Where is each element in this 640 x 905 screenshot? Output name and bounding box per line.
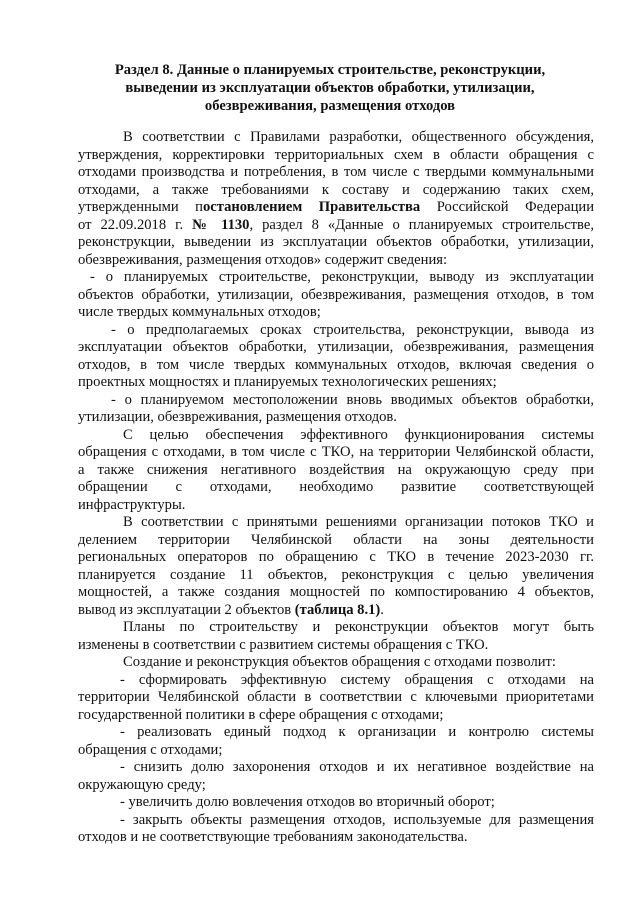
text-line <box>78 602 594 620</box>
text-line: отходов и не соответствующие требованиям законодательства. <box>78 829 468 845</box>
text-line: Создание и реконструкция объектов обращения с отходами позволит: <box>123 654 556 670</box>
text-line: - реализовать единый подход к организации и контролю системы <box>120 724 594 740</box>
text-run: вывод из эксплуатации 2 объектов <box>78 601 295 618</box>
text-line: обращения с отходами, в том числе с ТКО, на территории Челябинской области, <box>78 444 594 460</box>
text-run: Российской Федерации <box>420 199 594 215</box>
list-item <box>78 672 594 725</box>
text-line: - о предполагаемых сроках строительства, реконструкции, вывода из <box>111 321 594 338</box>
text-line: - снизить долю захоронения отходов и их негативное воздействие на <box>120 759 594 775</box>
section-title-line: обезвреживания, размещения отходов <box>204 98 456 114</box>
section-title-line: Раздел 8. Данные о планируемых строительстве, реконструкции, <box>114 62 546 78</box>
text-line: - о планируемом местоположении вновь вводимых объектов обработки, <box>111 391 594 408</box>
text-line: региональных операторов по обращению с ТКО в течение 2023-2030 гг. <box>78 549 594 565</box>
section-title-line: выведении из эксплуатации объектов обработки, утилизации, <box>125 80 535 96</box>
text-line: утилизации, обезвреживания, размещения отходов. <box>78 409 397 425</box>
paragraph <box>78 619 594 654</box>
list-item <box>78 724 594 759</box>
text-line: проектных мощностях и планируемых технологических решениях; <box>78 374 497 390</box>
text-line: отходов, в том числе твердых коммунальных отходов, включая сведения о <box>78 356 594 373</box>
text-line: обращении с отходами, необходимо развитие соответствующей <box>78 479 594 495</box>
text-line: Планы по строительству и реконструкции объектов могут быть <box>123 619 594 635</box>
section-body <box>78 129 594 847</box>
text-run: , раздел 8 «Данные о планируемых строительстве, <box>249 216 594 233</box>
text-line <box>78 217 594 235</box>
text-line: обращения с отходами; <box>78 741 223 758</box>
text-line: эксплуатации объектов обработки, утилизации, обезвреживания, размещения <box>78 339 594 355</box>
list-item <box>78 392 594 427</box>
text-line: - закрыть объекты размещения отходов, используемые для размещения <box>120 811 594 828</box>
paragraph <box>78 654 594 672</box>
intro-paragraph <box>78 129 594 269</box>
text-line: объектов обработки, утилизации, обезвреживания, размещения отходов, в том <box>78 286 594 303</box>
text-line: В соответствии с Правилами разработки, общественного обсуждения, <box>123 129 594 145</box>
text-run: от 22.09.2018 г. <box>78 216 193 233</box>
text-line: планируется создание 11 объектов, реконструкция с целью увеличения <box>78 566 594 583</box>
text-line: отходами производства и потребления, в том числе с твердыми коммунальными <box>78 164 594 180</box>
paragraph <box>78 427 594 515</box>
decree-reference: остановлением Правительства <box>202 199 421 215</box>
text-line: утверждения, корректировки территориальных схем в области обращения с <box>78 146 594 163</box>
text-line: числе твердых коммунальных отходов; <box>78 304 321 320</box>
text-line: окружающую среду; <box>78 776 206 793</box>
text-line: инфраструктуры. <box>78 496 186 513</box>
text-line: а также снижения негативного воздействия на окружающую среду при <box>78 461 594 478</box>
text-line: территории Челябинской области в соответствии с ключевыми приоритетами <box>78 689 594 705</box>
text-line: государственной политики в сфере обращения с отходами; <box>78 706 444 723</box>
text-line: отходами, а также требованиями к составу и содержанию таких схем, <box>78 181 594 198</box>
paragraph <box>78 514 594 619</box>
decree-number: № 1130 <box>192 216 250 233</box>
text-run: . <box>380 601 384 618</box>
text-line: - сформировать эффективную систему обращения с отходами на <box>120 671 594 688</box>
text-line: обезвреживания, размещения отходов» содержит сведения: <box>78 251 448 268</box>
section-title <box>80 61 580 115</box>
text-line: В соответствии с принятыми решениями организации потоков ТКО и <box>123 514 594 530</box>
text-line: делением территории Челябинской области на зоны деятельности <box>78 531 594 548</box>
text-line: - увеличить долю вовлечения отходов во вторичный оборот; <box>120 794 495 810</box>
list-item <box>78 269 594 322</box>
text-line: мощностей, а также создания мощностей по компостированию 4 объектов, <box>78 584 594 600</box>
table-reference: (таблица 8.1) <box>294 601 381 618</box>
list-item <box>78 794 594 812</box>
text-line <box>78 199 594 217</box>
list-item <box>78 759 594 794</box>
text-line: - о планируемых строительстве, реконструкции, выводу из эксплуатации <box>90 269 594 285</box>
text-line: С целью обеспечения эффективного функционирования системы <box>123 426 594 443</box>
text-line: изменены в соответствии с развитием системы обращения с ТКО. <box>78 636 489 653</box>
list-item <box>78 812 594 847</box>
text-run: утвержденными п <box>78 199 203 215</box>
list-item <box>78 322 594 392</box>
text-line: реконструкции, выведении из эксплуатации объектов обработки, утилизации, <box>78 234 594 250</box>
